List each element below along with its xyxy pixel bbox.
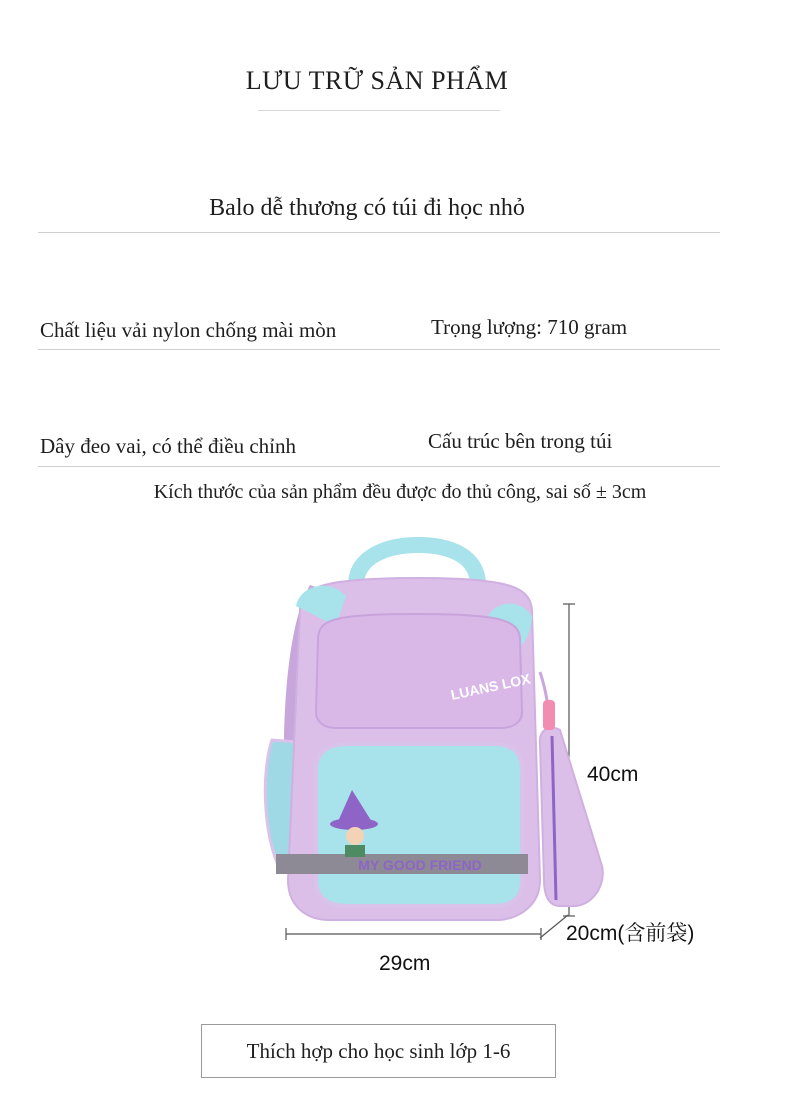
depth-label: 20cm(含前袋) (566, 922, 695, 945)
suitability-box (201, 1024, 556, 1078)
suitability-text: Thích hợp cho học sinh lớp 1-6 (246, 1038, 511, 1063)
divider (38, 349, 720, 350)
divider (38, 466, 720, 467)
pocket-slogan: MY GOOD FRIEND (358, 857, 482, 873)
width-label: 29cm (379, 952, 431, 975)
width-dimension-line (286, 928, 541, 940)
spec-structure: Cấu trúc bên trong túi (428, 429, 613, 453)
divider (38, 232, 720, 233)
spec-strap: Dây đeo vai, có thể điều chỉnh (40, 434, 296, 458)
spec-material: Chất liệu vải nylon chống mài mòn (40, 318, 337, 342)
top-flap (316, 614, 522, 728)
title-underline (258, 110, 500, 111)
keychain-tag (543, 700, 555, 730)
page-title: LƯU TRỮ SẢN PHẨM (245, 66, 509, 95)
brand-logo: LUANS LOX (449, 670, 532, 703)
product-name: Balo dễ thương có túi đi học nhỏ (209, 195, 525, 221)
height-label: 40cm (587, 763, 639, 786)
pencil-case (540, 728, 603, 906)
measurement-note: Kích thước của sản phẩm đều được đo thủ công, sai số ± 3cm (153, 481, 647, 503)
depth-dimension-line (540, 915, 568, 938)
spec-weight: Trọng lượng: 710 gram (431, 315, 628, 339)
